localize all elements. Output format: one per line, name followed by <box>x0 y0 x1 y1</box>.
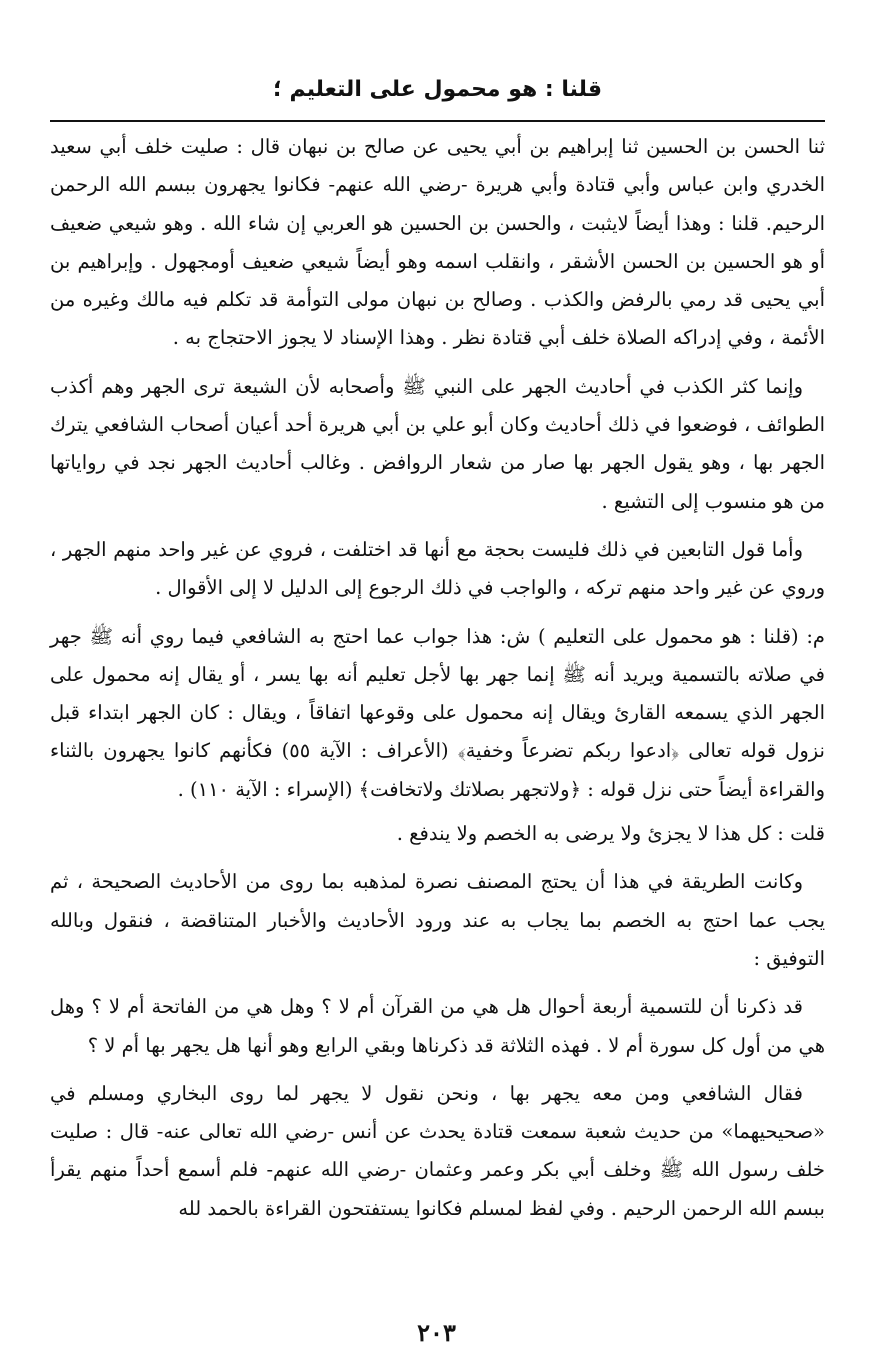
paragraph-6: وكانت الطريقة في هذا أن يحتج المصنف نصرة لمذهبه بما روى من الأحاديث الصحيحة ، ثم يجب عما احتج به الخصم بما يجاب به عند ورود الأحاديث والأخبار المتناقضة ، فنقول وبالله التوفيق : <box>50 870 825 970</box>
paragraph-5: قلت : كل هذا لا يجزئ ولا يرضى به الخصم ولا يندفع . <box>396 822 825 846</box>
paragraph-8: فقال الشافعي ومن معه يجهر بها ، ونحن نقول لا يجهر لما روى البخاري ومسلم في «صحيحيهما» من حديث شعبة سمعت قتادة يحدث عن أنس -رضي الله تعالى عنه- قال : صليت خلف رسول الله ﷺ وخلف أبي بكر وعمر وعثمان -رضي الله عنهم- فلم أسمع أحداً منهم يقرأ ببسم الله الرحمن الرحيم . وفي لفظ لمسلم فكانوا يستفتحون القراءة بالحمد لله <box>50 1081 825 1220</box>
paragraph-7: قد ذكرنا أن للتسمية أربعة أحوال هل هي من القرآن أم لا ؟ وهل هي من الفاتحة أم لا ؟ وهل هي من أول كل سورة أم لا . فهذه الثلاثة قد ذكرناها وبقي الرابع وهو أنها هل يجهر بها أم لا ؟ <box>50 995 825 1057</box>
paragraph-1: ثنا الحسن بن الحسين ثنا إبراهيم بن أبي يحيى عن صالح بن نبهان قال : صليت خلف أبي سعيد الخدري وابن عباس وأبي قتادة وأبي هريرة -رضي الله عنهم- فكانوا يجهرون ببسم الله الرحمن الرحيم. قلنا : وهذا أيضاً لايثبت ، والحسن بن الحسين هو العربي إن شاء الله . وهو شيعي ضعيف أو هو الحسين بن الحسن الأشقر ، وانقلب اسمه وهو أيضاً شيعي ضعيف أومجهول . وإبراهيم بن أبي يحيى قد رمي بالرفض والكذب . وصالح بن نبهان مولى التوأمة قد تكلم فيه مالك وغيره من الأئمة ، وفي إدراكه الصلاة خلف أبي قتادة نظر . وهذا الإسناد لا يجوز الاحتجاج به . <box>50 135 825 350</box>
paragraph-3: وأما قول التابعين في ذلك فليست بحجة مع أنها قد اختلفت ، فروي عن غير واحد منهم الجهر ، وروي عن غير واحد منهم تركه ، والواجب في ذلك الرجوع إلى الدليل لا إلى الأقوال . <box>50 537 825 600</box>
paragraph-4: م: (قلنا : هو محمول على التعليم ) ش: هذا جواب عما احتج به الشافعي فيما روي أنه ﷺ جهر في صلاته بالتسمية ويريد أنه ﷺ إنما جهر بها لأجل تعليم أنه بها يسر ، أو يقال إنه محمول على الجهر الذي يسمعه القارئ ويقال إنه محمول على وقوعها اتفاقاً ، ويقال : كان الجهر ابتداء قبل نزول قوله تعالى ﴿ادعوا ربكم تضرعاً وخفية﴾ (الأعراف : الآية ٥٥) فكأنهم كانوا يجهرون بالثناء والقراءة أيضاً حتى نزل قوله : ﴿ولاتجهر بصلاتك ولاتخافت﴾ (الإسراء : الآية ١١٠) . <box>50 624 825 801</box>
page-number: ٢٠٣ <box>417 1318 456 1347</box>
header-rule <box>50 120 825 122</box>
paragraph-2: وإنما كثر الكذب في أحاديث الجهر على النبي ﷺ وأصحابه لأن الشيعة ترى الجهر وهم أكذب الطوائف ، فوضعوا في ذلك أحاديث وكان أبو علي بن أبي هريرة أحد أعيان أصحاب الشافعي يترك الجهر بها ، وهو يقول الجهر بها صار من شعار الروافض . وغالب أحاديث الجهر نجد في رواياتها من هو منسوب إلى التشيع . <box>50 374 825 513</box>
running-header: قلنا : هو محمول على التعليم ؛ <box>272 77 602 102</box>
book-page <box>50 70 825 1238</box>
